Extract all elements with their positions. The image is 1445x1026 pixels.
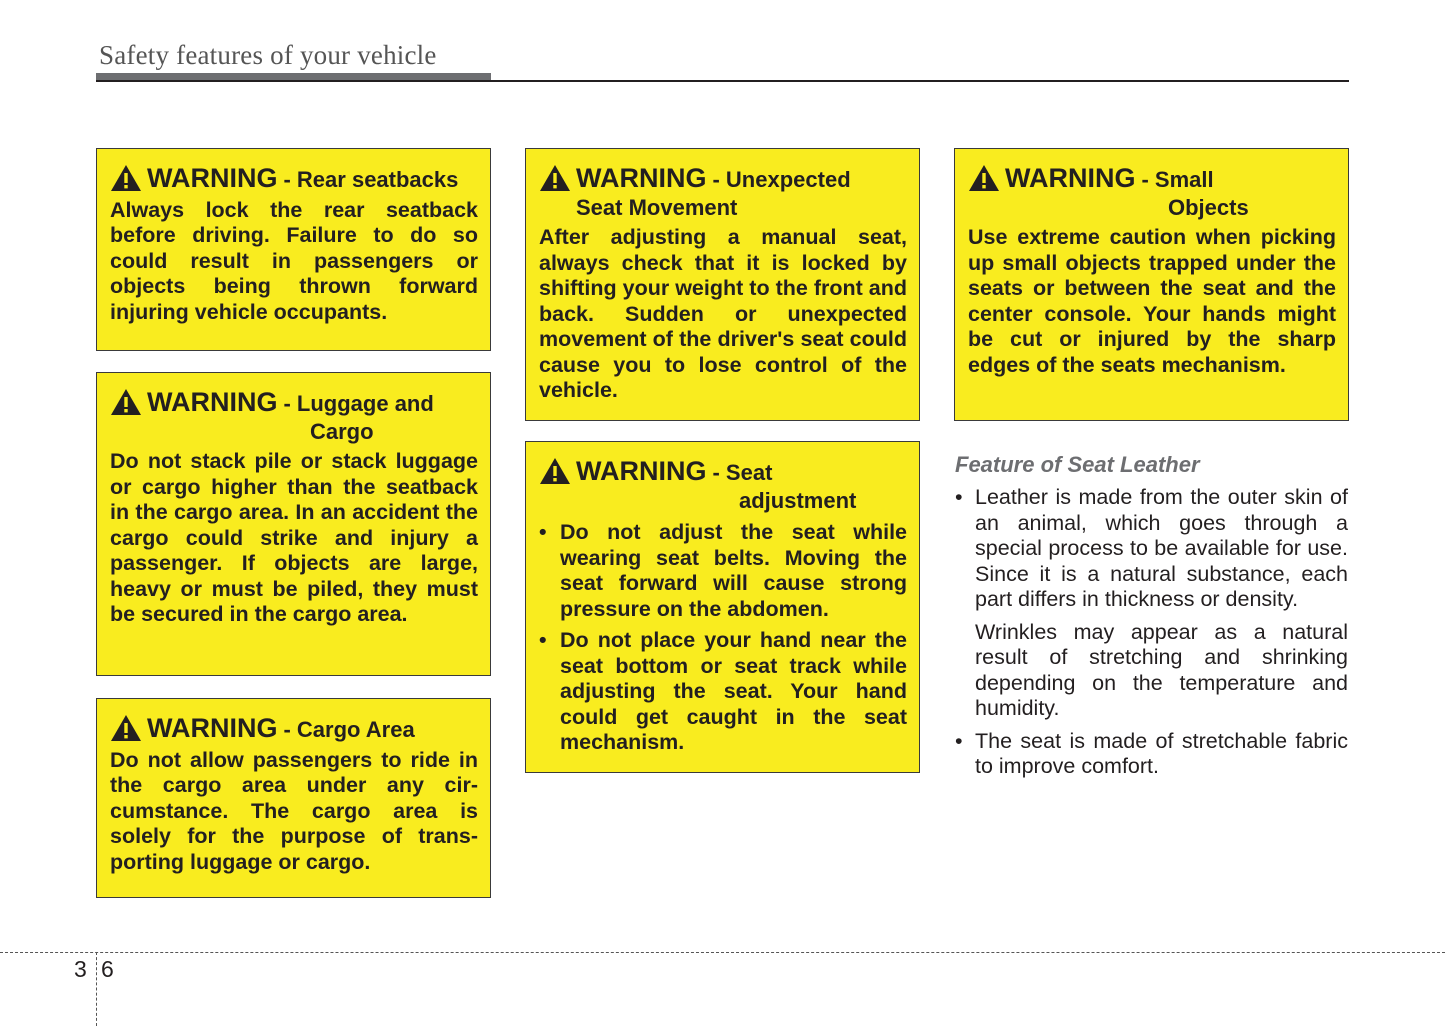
feature-paragraph: • Leather is made from the outer skin of an animal, which goes through a special process to be available for use. Since it is a natural substance, each part differs in thickness or density. xyxy=(975,485,1348,611)
feature-paragraph: Wrinkles may appear as a natural result of stretching and shrinking depending on the temperature and humidity. xyxy=(975,619,1348,720)
warning-subtitle-line2: adjustment xyxy=(739,487,857,513)
warning-subtitle: - Rear seatbacks xyxy=(283,167,459,192)
warning-triangle-icon xyxy=(539,457,571,485)
warning-label: WARNING xyxy=(147,387,278,417)
section-header-title: Safety features of your vehicle xyxy=(99,40,437,70)
warning-body: After adjusting a manual seat, always check that it is locked by shifting your weight to the front and back. Sudden or unexpected movement of the driver's seat could cause you to lose control of the vehicle. xyxy=(539,225,907,402)
warning-label: WARNING xyxy=(147,713,278,743)
feature-list-item: • The seat is made of stretchable fabric to improve comfort. xyxy=(955,729,1348,780)
warning-triangle-icon xyxy=(110,164,142,192)
warning-subtitle: - Small xyxy=(1141,167,1214,192)
warning-body: Always lock the rear seatback before driving. Failure to do so could result in passengers or objects being thrown forward injuring vehicle occupants. xyxy=(110,197,478,324)
warning-label: WARNING xyxy=(576,163,707,193)
header-rule xyxy=(96,80,1349,82)
warning-subtitle: - Seat xyxy=(712,460,773,485)
warning-box-cargo-area xyxy=(96,698,491,898)
warning-bullet-list xyxy=(539,520,907,756)
warning-subtitle-line2: Seat Movement xyxy=(576,194,738,220)
warning-box-rear-seatbacks xyxy=(96,148,491,351)
warning-label: WARNING xyxy=(576,456,707,486)
warning-subtitle: - Unexpected xyxy=(712,167,851,192)
warning-box-unexpected-seat-movement xyxy=(525,148,920,421)
page-number: 6 xyxy=(101,956,114,982)
warning-triangle-icon xyxy=(110,388,142,416)
warning-triangle-icon xyxy=(539,164,571,192)
warning-triangle-icon xyxy=(110,714,142,742)
warning-subtitle: - Luggage and xyxy=(283,391,434,416)
warning-triangle-icon xyxy=(968,164,1000,192)
warning-body: Use extreme caution when picking up small objects trapped under the seats or between the seat and the center console. Your hands might be cut or injured by the sharp edges of the seats mechanism. xyxy=(968,225,1336,377)
footer-dashed-rule xyxy=(0,952,1445,953)
warning-body: Do not stack pile or stack luggage or cargo higher than the seatback in the cargo area. In an accident the cargo could strike and injury a passenger. If objects are large, heavy or must be piled, they must be secured in the cargo area. xyxy=(110,449,478,626)
feature-list-item xyxy=(955,485,1348,722)
warning-box-small-objects xyxy=(954,148,1349,421)
footer-dashed-divider xyxy=(96,952,97,1026)
warning-subtitle: - Cargo Area xyxy=(283,717,415,742)
page-chapter-number: 3 xyxy=(74,956,87,982)
warning-subtitle-line2: Cargo xyxy=(310,418,374,444)
warning-label: WARNING xyxy=(147,163,278,193)
warning-body: Do not allow passengers to ride in the cargo area under any circumstance. The cargo area is solely for the purpose of transporting luggage or cargo. xyxy=(110,747,478,874)
warning-bullet-item: • Do not adjust the seat while wearing seat belts. Moving the seat forward will cause strong pressure on the abdomen. xyxy=(539,520,907,622)
warning-box-luggage-cargo xyxy=(96,372,491,676)
warning-subtitle-line2: Objects xyxy=(1168,194,1249,220)
warning-bullet-item: • Do not place your hand near the seat bottom or seat track while adjusting the seat. Your hand could get caught in the seat mechanism. xyxy=(539,628,907,756)
warning-label: WARNING xyxy=(1005,163,1136,193)
warning-box-seat-adjustment xyxy=(525,441,920,773)
feature-list xyxy=(955,485,1348,787)
feature-heading: Feature of Seat Leather xyxy=(955,452,1200,477)
